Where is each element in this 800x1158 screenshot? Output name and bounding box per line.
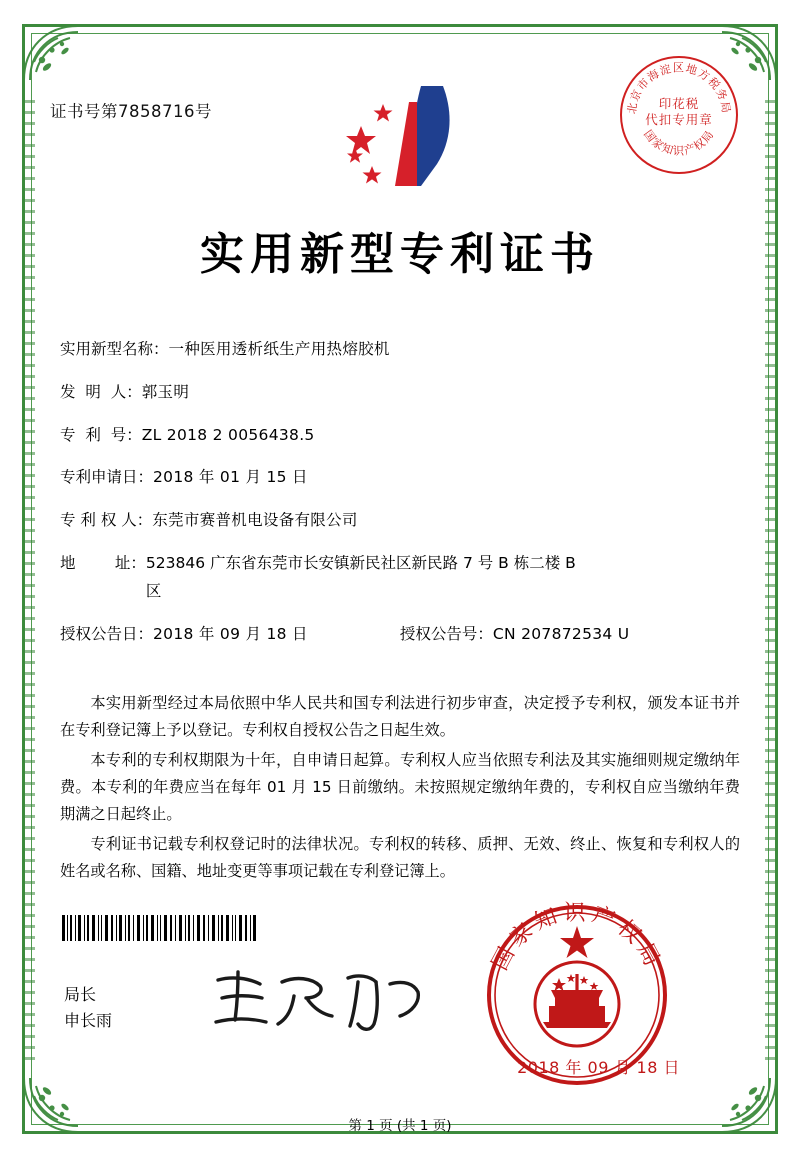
field-value: 东莞市赛普机电设备有限公司 (152, 511, 358, 529)
handwritten-signature-icon (208, 962, 428, 1040)
national-seal-arc-text: 国家知识产权局 (487, 901, 667, 975)
corner-ornament-icon (20, 22, 82, 84)
cnipa-logo-icon (325, 78, 485, 198)
field-label: 发 明 人： (60, 382, 142, 401)
field-label: 专 利 权 人： (60, 511, 153, 529)
national-seal-date: 2018 年 09 月 18 日 (517, 1058, 680, 1077)
field-label: 地 址： (60, 553, 146, 572)
field-label: 实用新型名称： (60, 340, 169, 358)
field-label: 专 利 号： (60, 425, 142, 444)
field-value: 2018 年 01 月 15 日 (153, 468, 308, 487)
director-title-label: 局长 (64, 985, 97, 1004)
barcode (62, 915, 258, 941)
paragraph-1: 本实用新型经过本局依照中华人民共和国专利法进行初步审查，决定授予专利权，颁发本证书并在专利登记簿上予以登记。专利权自授权公告之日起生效。 (60, 694, 740, 740)
certificate-number: 证书号第7858716号 (50, 102, 212, 121)
field-value: 一种医用透析纸生产用热熔胶机 (168, 340, 390, 358)
page-footer: 第 1 页 (共 1 页) (348, 1118, 452, 1134)
field-row-application-date (60, 466, 740, 489)
field-value-line2: 区 (145, 582, 162, 600)
field-value-grant-date: 2018 年 09 月 18 日 (153, 624, 308, 643)
paragraph-3: 专利证书记载专利权登记时的法律状况。专利权的转移、质押、无效、终止、恢复和专利权人的姓名或名称、国籍、地址变更等事项记载在专利登记簿上。 (60, 835, 740, 881)
signature-block (64, 982, 112, 1034)
field-label: 专利申请日： (60, 468, 154, 487)
tax-seal-arc-bottom: 国家知识产权局 (641, 127, 717, 158)
field-row-inventor (60, 381, 740, 404)
director-name-label: 申长雨 (64, 1011, 113, 1030)
tax-seal-center-line1: 印花税 (658, 96, 700, 111)
tax-stamp-seal (620, 56, 738, 174)
field-row-grant-announcement (60, 623, 740, 646)
tax-seal-arc-top: 北京市海淀区地方税务局 (625, 61, 733, 115)
field-value: 523846 广东省东莞市长安镇新民社区新民路 7 号 B 栋二楼 B (145, 553, 576, 572)
field-label-grant-date: 授权公告日： (60, 624, 154, 643)
field-value-grant-number: CN 207872534 U (492, 624, 630, 643)
field-row-utility-model-name (60, 338, 740, 361)
field-row-patent-number (60, 424, 740, 447)
paragraph-2: 本专利的专利权期限为十年，自申请日起算。专利权人应当依照专利法及其实施细则规定缴纳年费。本专利的年费应当在每年 01 月 15 日前缴纳。未按照规定缴纳年费的，专利权自应当缴纳年费期满之日起终止。 (60, 751, 740, 824)
page-title: 实用新型专利证书 (200, 229, 600, 280)
tax-seal-center-line2: 代扣专用章 (645, 112, 713, 127)
field-row-patentee (60, 509, 740, 532)
legal-text-block (60, 690, 740, 888)
field-list (60, 338, 740, 666)
field-value: 郭玉明 (141, 382, 190, 401)
field-label-grant-number: 授权公告号： (399, 624, 493, 643)
field-value: ZL 2018 2 0056438.5 (141, 425, 315, 444)
svg-text:国家知识产权局 (641, 128, 717, 158)
field-row-address (60, 552, 740, 604)
